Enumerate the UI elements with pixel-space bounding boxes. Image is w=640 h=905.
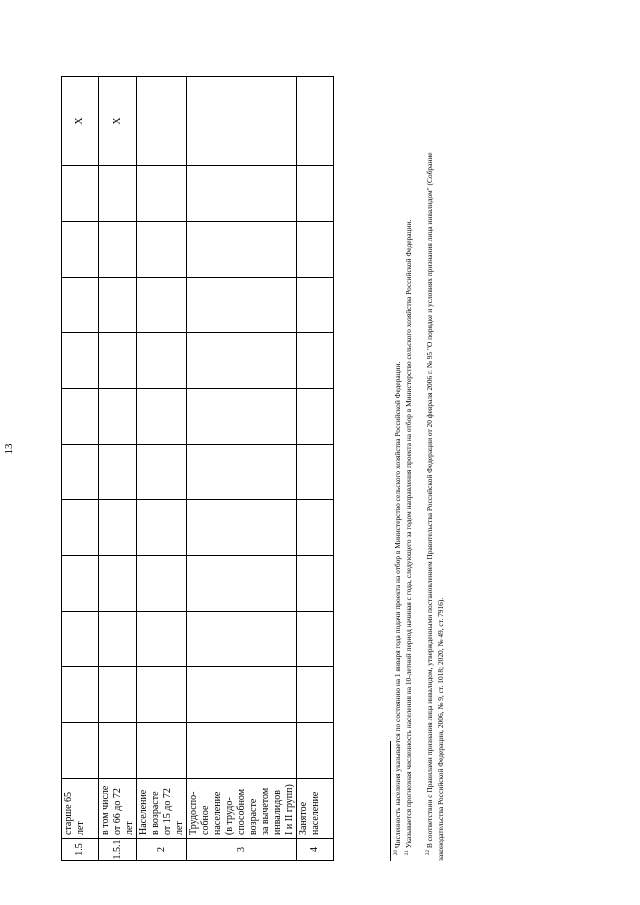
table-cell <box>62 556 99 612</box>
table-cell <box>187 500 297 556</box>
row-label: старше 65 лет <box>62 779 99 839</box>
table-cell <box>187 222 297 278</box>
table-cell <box>137 723 187 779</box>
table-cell <box>297 445 334 500</box>
table-cell <box>99 612 137 667</box>
footnote-text: Численность населения указывается по состоянию на 1 января года подачи проекта на отбор в Министерство сельского хозяйства Российской Федерации. <box>393 361 402 849</box>
table-cell <box>187 389 297 445</box>
table-cell <box>62 166 99 222</box>
table-row <box>62 77 99 861</box>
table-cell <box>62 389 99 445</box>
footnote-mark: 22 <box>426 850 431 855</box>
table-row <box>187 77 297 861</box>
table-cell <box>137 389 187 445</box>
table-cell <box>297 333 334 389</box>
table-cell <box>99 723 137 779</box>
table-cell <box>62 723 99 779</box>
table-cell <box>137 667 187 723</box>
table-cell <box>187 278 297 333</box>
table-cell <box>187 333 297 389</box>
table-cell <box>99 667 137 723</box>
table-cell <box>99 333 137 389</box>
table-cell <box>62 278 99 333</box>
row-label: Трудоспо- собное население (в трудо- способном возрасте за вычетом инвалидов I и II групп) <box>187 779 297 839</box>
data-table <box>61 76 334 861</box>
footnote-22 <box>424 126 446 861</box>
table-cell <box>137 612 187 667</box>
table-cell <box>297 723 334 779</box>
table-row <box>297 77 334 861</box>
footnote-mark: 21 <box>405 850 410 855</box>
table-cell <box>62 612 99 667</box>
footnote-text: В соответствии с Правилами признания лица инвалидом, утвержденными постановлением Правительства Российской Федерации от 20 февраля 2006 г. № 95 "О порядке и условиях признания лица инвалидом" (Собрание законодательства Российской Федерации, 2006, № 9, ст. 1018; 2020, № 49, ст. 7916). <box>425 152 445 861</box>
table-row <box>99 77 137 861</box>
table-cell <box>62 500 99 556</box>
table-cell <box>297 222 334 278</box>
table-cell <box>137 77 187 166</box>
row-label: Население в возрасте от 15 до 72 лет <box>137 779 187 839</box>
row-number: 1.5 <box>62 839 99 861</box>
table-cell <box>297 667 334 723</box>
page-number: 13 <box>3 443 15 455</box>
cell-x-mark: X <box>62 77 99 166</box>
table-cell <box>187 556 297 612</box>
row-label: Занятое население <box>297 779 334 839</box>
table-cell <box>62 333 99 389</box>
table-cell <box>62 222 99 278</box>
table-cell <box>62 667 99 723</box>
table-cell <box>62 445 99 500</box>
table-cell <box>137 278 187 333</box>
table-cell <box>187 445 297 500</box>
row-number: 2 <box>137 839 187 861</box>
table-cell <box>187 77 297 166</box>
table-cell <box>99 556 137 612</box>
table-cell <box>137 222 187 278</box>
footnote-text: Указывается прогнозная численность населения на 10-летний период начиная с года, следующего за годом направления проекта на отбор в Министерство сельского хозяйства Российской Федерации. <box>404 219 413 849</box>
table-cell <box>137 333 187 389</box>
table-cell <box>297 77 334 166</box>
table-row <box>137 77 187 861</box>
table-cell <box>297 612 334 667</box>
table-cell <box>187 166 297 222</box>
table-cell <box>99 500 137 556</box>
footnote-mark: 20 <box>394 850 399 855</box>
table-cell <box>297 166 334 222</box>
table-cell <box>99 166 137 222</box>
table-cell <box>187 667 297 723</box>
table-cell <box>137 445 187 500</box>
table-cell <box>137 500 187 556</box>
row-number: 4 <box>297 839 334 861</box>
table-cell <box>187 723 297 779</box>
row-number: 3 <box>187 839 297 861</box>
table-cell <box>137 166 187 222</box>
table-cell <box>137 556 187 612</box>
table-cell <box>99 278 137 333</box>
table-cell <box>297 500 334 556</box>
table-cell <box>297 556 334 612</box>
footnote-20 <box>392 141 404 861</box>
footnote-21 <box>403 126 415 861</box>
row-number: 1.5.1 <box>99 839 137 861</box>
row-label: в том числе от 66 до 72 лет <box>99 779 137 839</box>
table-cell <box>99 445 137 500</box>
table-cell <box>99 222 137 278</box>
footnote-separator <box>390 741 391 861</box>
table-cell <box>187 612 297 667</box>
table-cell <box>297 278 334 333</box>
cell-x-mark: X <box>99 77 137 166</box>
table-cell <box>99 389 137 445</box>
table-cell <box>297 389 334 445</box>
